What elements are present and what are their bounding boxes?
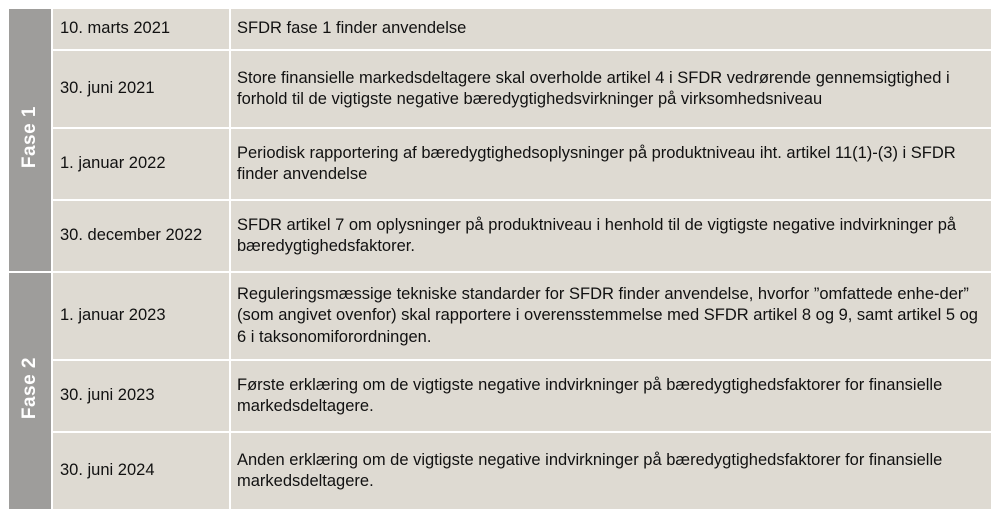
date-cell: 1. januar 2022 (53, 129, 231, 201)
phase-1-label-cell (9, 9, 53, 273)
date-cell: 30. juni 2024 (53, 433, 231, 509)
table-row (9, 201, 991, 273)
table-row (9, 51, 991, 129)
description-cell: Første erklæring om de vigtigste negative indvirkninger på bæredygtighedsfaktorer for finansielle markedsdeltagere. (231, 361, 991, 433)
description-cell: Reguleringsmæssige tekniske standarder for SFDR finder anvendelse, hvorfor ”omfattede enhe-der” (som angivet ovenfor) skal rapportere i overensstemmelse med SFDR artikel 8 og 9, samt artikel 5 og 6 i taksonomiforordningen. (231, 273, 991, 361)
phase-label: Fase 2 (19, 356, 41, 419)
description-cell: SFDR fase 1 finder anvendelse (231, 9, 991, 51)
table-row (9, 9, 991, 51)
table-row (9, 273, 991, 361)
description-cell: Periodisk rapportering af bæredygtighedsoplysninger på produktniveau iht. artikel 11(1)-(3) i SFDR finder anvendelse (231, 129, 991, 201)
phase-label: Fase 1 (19, 105, 41, 168)
description-cell: Anden erklæring om de vigtigste negative indvirkninger på bæredygtighedsfaktorer for finansielle markedsdeltagere. (231, 433, 991, 509)
table-row (9, 433, 991, 509)
date-cell: 30. juni 2021 (53, 51, 231, 129)
description-cell: SFDR artikel 7 om oplysninger på produktniveau i henhold til de vigtigste negative indvirkninger på bæredygtighedsfaktorer. (231, 201, 991, 273)
date-cell: 10. marts 2021 (53, 9, 231, 51)
date-cell: 30. juni 2023 (53, 361, 231, 433)
table-row (9, 361, 991, 433)
sfdr-timeline-table (9, 9, 991, 509)
date-cell: 30. december 2022 (53, 201, 231, 273)
table-row (9, 129, 991, 201)
description-cell: Store finansielle markedsdeltagere skal overholde artikel 4 i SFDR vedrørende gennemsigtighed i forhold til de vigtigste negative bæredygtighedsvirkninger på virksomhedsniveau (231, 51, 991, 129)
date-cell: 1. januar 2023 (53, 273, 231, 361)
phase-2-label-cell (9, 273, 53, 509)
